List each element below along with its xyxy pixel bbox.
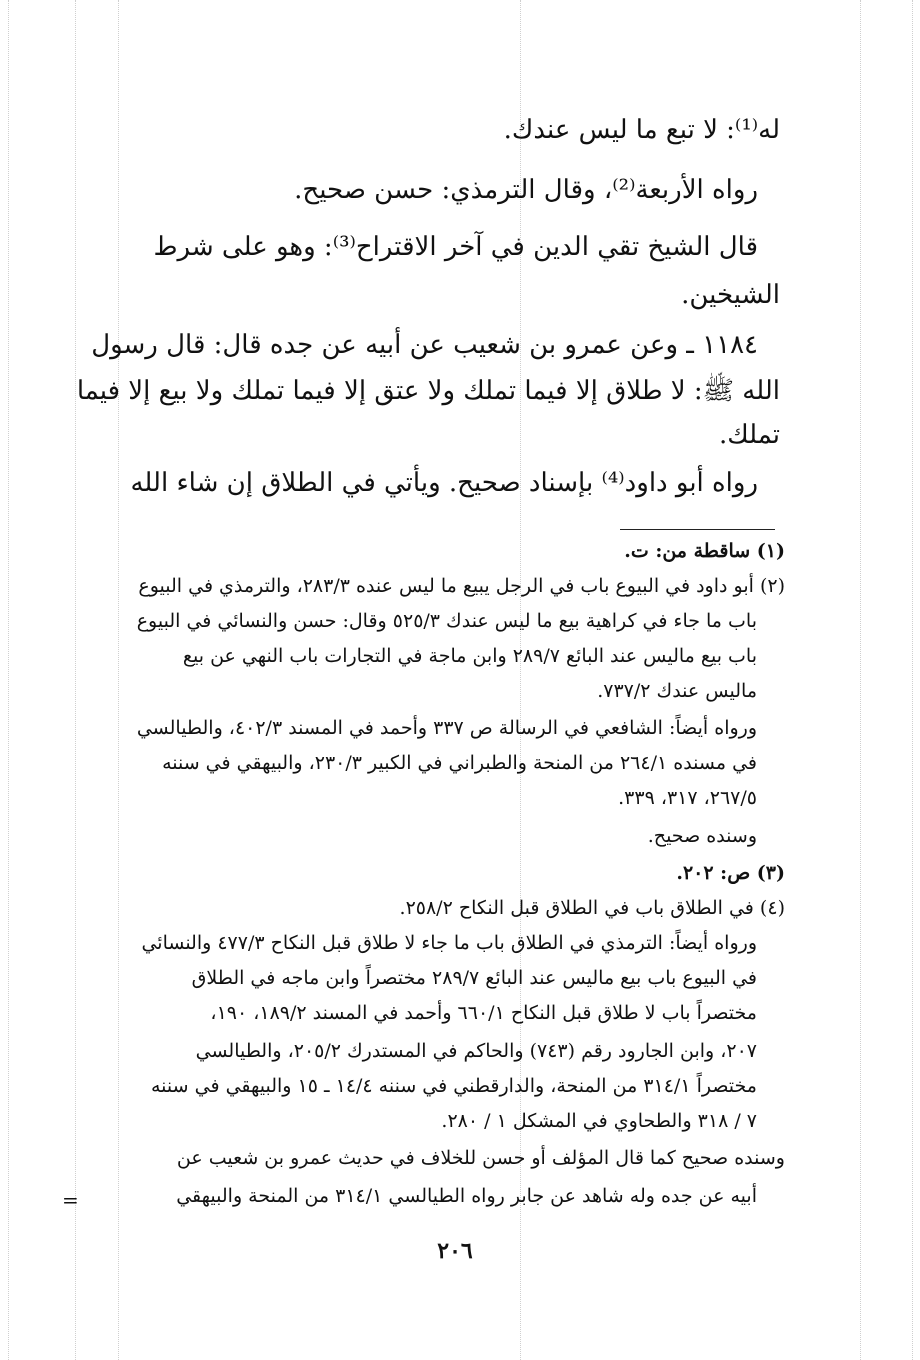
footnote-line: في البيوع باب بيع ماليس عند البائع ٢٨٩/٧ مختصراً وابن ماجه في الطلاق <box>191 967 757 989</box>
text-line: الشيخين. <box>681 280 780 310</box>
scan-guide-line <box>860 0 861 1360</box>
footnote-line: باب ما جاء في كراهية بيع ما ليس عندك ٥٢٥/٣ وقال: حسن والنسائي في البيوع <box>136 610 757 632</box>
footnote-line: ماليس عندك ٧٣٧/٢. <box>597 680 757 702</box>
hadith-line: ١١٨٤ ـ وعن عمرو بن شعيب عن أبيه عن جده قال: قال رسول <box>91 330 758 360</box>
footnote-line: (١) ساقطة من: ت. <box>624 540 785 562</box>
footnote-line: ورواه أيضاً: الترمذي في الطلاق باب ما جاء لا طلاق قبل النكاح ٤٧٧/٣ والنسائي <box>141 932 757 954</box>
footnote-line: ٧ / ٣١٨ والطحاوي في المشكل ١ / ٢٨٠. <box>441 1110 757 1132</box>
footnote-line: ورواه أيضاً: الشافعي في الرسالة ص ٣٣٧ وأحمد في المسند ٤٠٢/٣، والطيالسي <box>136 717 757 739</box>
hadith-line: تملك. <box>718 420 780 450</box>
footnote-line: (٤) في الطلاق باب في الطلاق قبل النكاح ٢٥٨/٢. <box>399 897 785 919</box>
text-line: قال الشيخ تقي الدين في آخر الاقتراح⁽³⁾: وهو على شرط <box>153 232 758 262</box>
footnote-line: ٢٦٧/٥، ٣١٧، ٣٣٩. <box>618 787 757 809</box>
page-number: ٢٠٦ <box>437 1238 473 1264</box>
footnotes <box>65 0 785 1230</box>
footnote-line: مختصراً ٣١٤/١ من المنحة، والدارقطني في سننه ١٤/٤ ـ ١٥ والبيهقي في سننه <box>151 1075 757 1097</box>
text-line: رواه أبو داود⁽⁴⁾ بإسناد صحيح. ويأتي في الطلاق إن شاء الله <box>130 468 758 498</box>
scan-guide-line <box>8 0 9 1360</box>
footnote-line: باب بيع ماليس عند البائع ٢٨٩/٧ وابن ماجة في التجارات باب النهي عن بيع <box>182 645 757 667</box>
footnote-line: (٢) أبو داود في البيوع باب في الرجل يبيع ما ليس عنده ٢٨٣/٣، والترمذي في البيوع <box>138 575 785 597</box>
text-line: له⁽¹⁾: لا تبع ما ليس عندك. <box>503 115 780 145</box>
footnote-line: ٢٠٧، وابن الجارود رقم (٧٤٣) والحاكم في المستدرك ٢٠٥/٢، والطيالسي <box>195 1040 757 1062</box>
hadith-line: الله ﷺ: لا طلاق إلا فيما تملك ولا عتق إلا فيما تملك ولا بيع إلا فيما <box>76 376 780 406</box>
scan-guide-line <box>912 0 913 1360</box>
footnote-line: وسنده صحيح. <box>647 825 757 847</box>
footnote-line: أبيه عن جده وله شاهد عن جابر رواه الطيالسي ٣١٤/١ من المنحة والبيهقي <box>176 1185 757 1207</box>
footnote-line: (٣) ص: ٢٠٢. <box>676 862 785 884</box>
footnote-line: وسنده صحيح كما قال المؤلف أو حسن للخلاف في حديث عمرو بن شعيب عن <box>176 1147 785 1169</box>
continuation-mark: = <box>62 1188 79 1212</box>
text-line: رواه الأربعة⁽²⁾، وقال الترمذي: حسن صحيح. <box>294 175 758 205</box>
footnote-line: في مسنده ٢٦٤/١ من المنحة والطبراني في الكبير ٢٣٠/٣، والبيهقي في سننه <box>162 752 757 774</box>
footnote-line: مختصراً باب لا طلاق قبل النكاح ٦٦٠/١ وأحمد في المسند ١٨٩/٢، ١٩٠، <box>210 1002 757 1024</box>
